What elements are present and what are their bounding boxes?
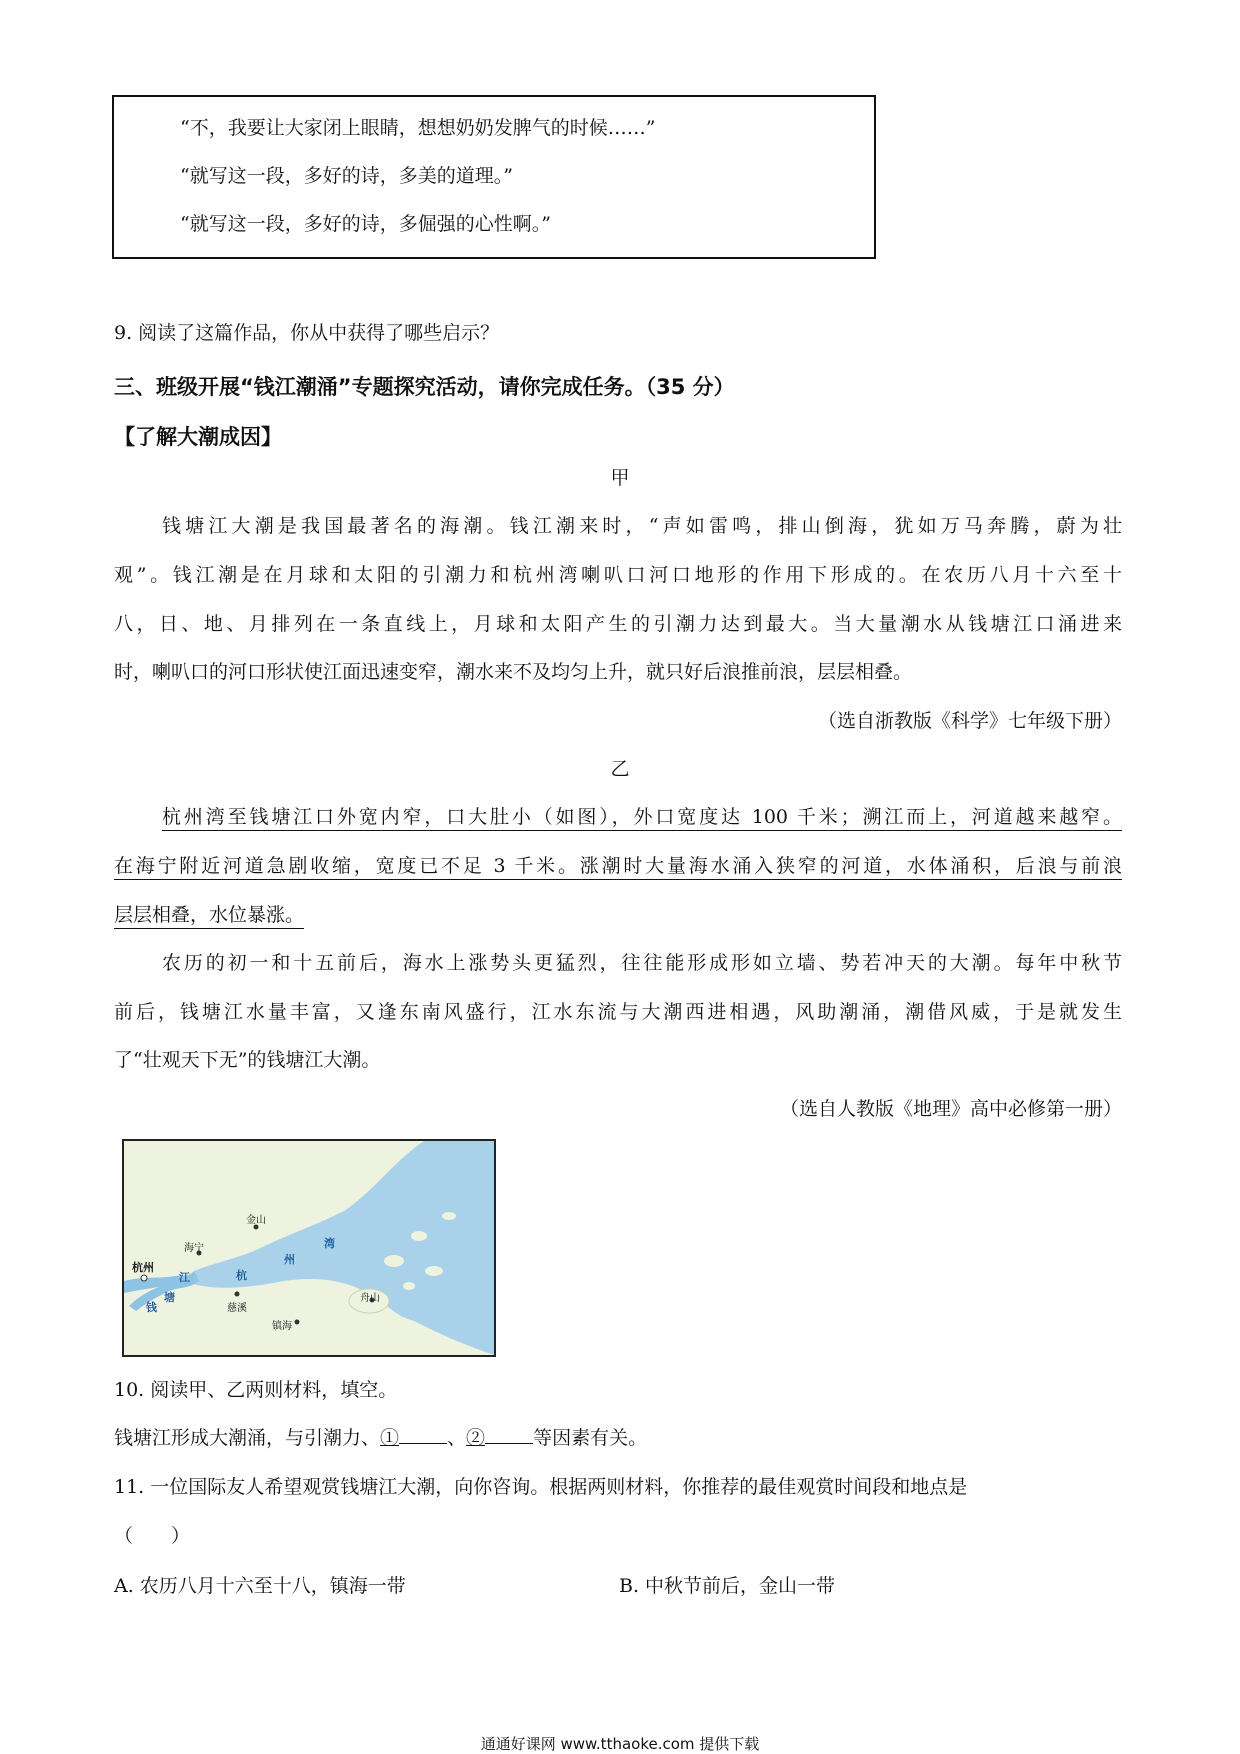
question-9: 9. 阅读了这篇作品，你从中获得了哪些启示？ <box>114 322 500 344</box>
option-b[interactable]: B. 中秋节前后，金山一带 <box>619 1575 836 1597</box>
passage-jia-line: 时，喇叭口的河口形状使江面迅速变窄，潮水来不及均匀上升，就只好后浪推前浪，层层相叠。 <box>114 661 913 683</box>
passage-jia-line: 钱塘江大潮是我国最著名的海潮。钱江潮来时，“声如雷鸣，排山倒海，犹如万马奔腾，蔚为壮 <box>162 515 1122 537</box>
passage-yi-title: 乙 <box>610 758 630 780</box>
hangzhou-bay-map <box>122 1139 496 1357</box>
q10-prefix: 钱塘江形成大潮涌，与引潮力、 <box>114 1427 381 1449</box>
map-label-hangzhou: 杭州 <box>132 1261 154 1274</box>
blank-2-marker: ② <box>466 1427 486 1449</box>
passage-yi-underlined-line: 在海宁附近河道急剧收缩，宽度已不足 3 千米。涨潮时大量海水涌入狭窄的河道，水体涌积，后浪与前浪 <box>114 855 1122 877</box>
quote-line: “就写这一段，多好的诗，多美的道理。” <box>180 165 513 187</box>
blank-1[interactable] <box>399 1429 447 1444</box>
question-10-fill <box>114 1429 647 1448</box>
quote-line: “就写这一段，多好的诗，多倔强的心性啊。” <box>180 213 551 235</box>
map-label-zhou: 州 <box>284 1253 295 1266</box>
option-a[interactable]: A. 农历八月十六至十八，镇海一带 <box>114 1575 406 1597</box>
answer-parentheses: （ ） <box>114 1525 191 1547</box>
q10-suffix: 等因素有关。 <box>533 1427 648 1449</box>
passage-yi-line: 了“壮观天下无”的钱塘江大潮。 <box>114 1049 381 1071</box>
map-label-zhoushan: 舟山 <box>360 1293 380 1304</box>
map-label-haining: 海宁 <box>184 1243 204 1254</box>
map-label-jinshan: 金山 <box>246 1215 266 1226</box>
map-label-tang: 塘 <box>164 1291 175 1304</box>
section-heading: 三、班级开展“钱江潮涌”专题探究活动，请你完成任务。（35 分） <box>114 375 735 399</box>
passage-yi-underlined-line: 层层相叠，水位暴涨。 <box>114 904 305 926</box>
passage-yi-line: 前后，钱塘江水量丰富，又逢东南风盛行，江水东流与大潮西进相遇，风助潮涌，潮借风威，于是就发生 <box>114 1001 1122 1023</box>
map-graphic <box>124 1141 494 1355</box>
blank-2[interactable] <box>485 1429 533 1444</box>
map-label-qian: 钱 <box>146 1301 157 1314</box>
map-label-wan: 湾 <box>324 1237 335 1250</box>
map-label-jiang: 江 <box>179 1271 190 1284</box>
q10-separator: 、 <box>447 1427 467 1449</box>
passage-jia-line: 观”。钱江潮是在月球和太阳的引潮力和杭州湾喇叭口河口地形的作用下形成的。在农历八月十六至十 <box>114 564 1122 586</box>
question-10-title: 10. 阅读甲、乙两则材料，填空。 <box>114 1379 398 1401</box>
footer-text: 通通好课网 www.tthaoke.com 提供下载 <box>480 1735 760 1753</box>
question-11-title: 11. 一位国际友人希望观赏钱塘江大潮，向你咨询。根据两则材料，你推荐的最佳观赏时间段和地点是 <box>114 1476 968 1498</box>
passage-yi-underlined-line: 杭州湾至钱塘江口外宽内窄，口大肚小（如图），外口宽度达 100 千米；溯江而上，河道越来越窄。 <box>162 806 1122 828</box>
subheading: 【了解大潮成因】 <box>114 425 282 449</box>
map-label-zhenhai: 镇海 <box>272 1321 292 1332</box>
blank-1-marker: ① <box>380 1427 400 1449</box>
passage-yi-source: （选自人教版《地理》高中必修第一册） <box>779 1098 1122 1120</box>
map-label-hang: 杭 <box>236 1269 247 1282</box>
map-label-cixi: 慈溪 <box>227 1303 247 1314</box>
quote-line: “不，我要让大家闭上眼睛，想想奶奶发脾气的时候……” <box>180 117 656 139</box>
passage-jia-title: 甲 <box>610 467 630 489</box>
passage-jia-source: （选自浙教版《科学》七年级下册） <box>817 710 1122 732</box>
passage-yi-line: 农历的初一和十五前后，海水上涨势头更猛烈，往往能形成形如立墙、势若冲天的大潮。每年中秋节 <box>162 952 1122 974</box>
passage-jia-line: 八，日、地、月排列在一条直线上，月球和太阳产生的引潮力达到最大。当大量潮水从钱塘江口涌进来 <box>114 613 1122 635</box>
